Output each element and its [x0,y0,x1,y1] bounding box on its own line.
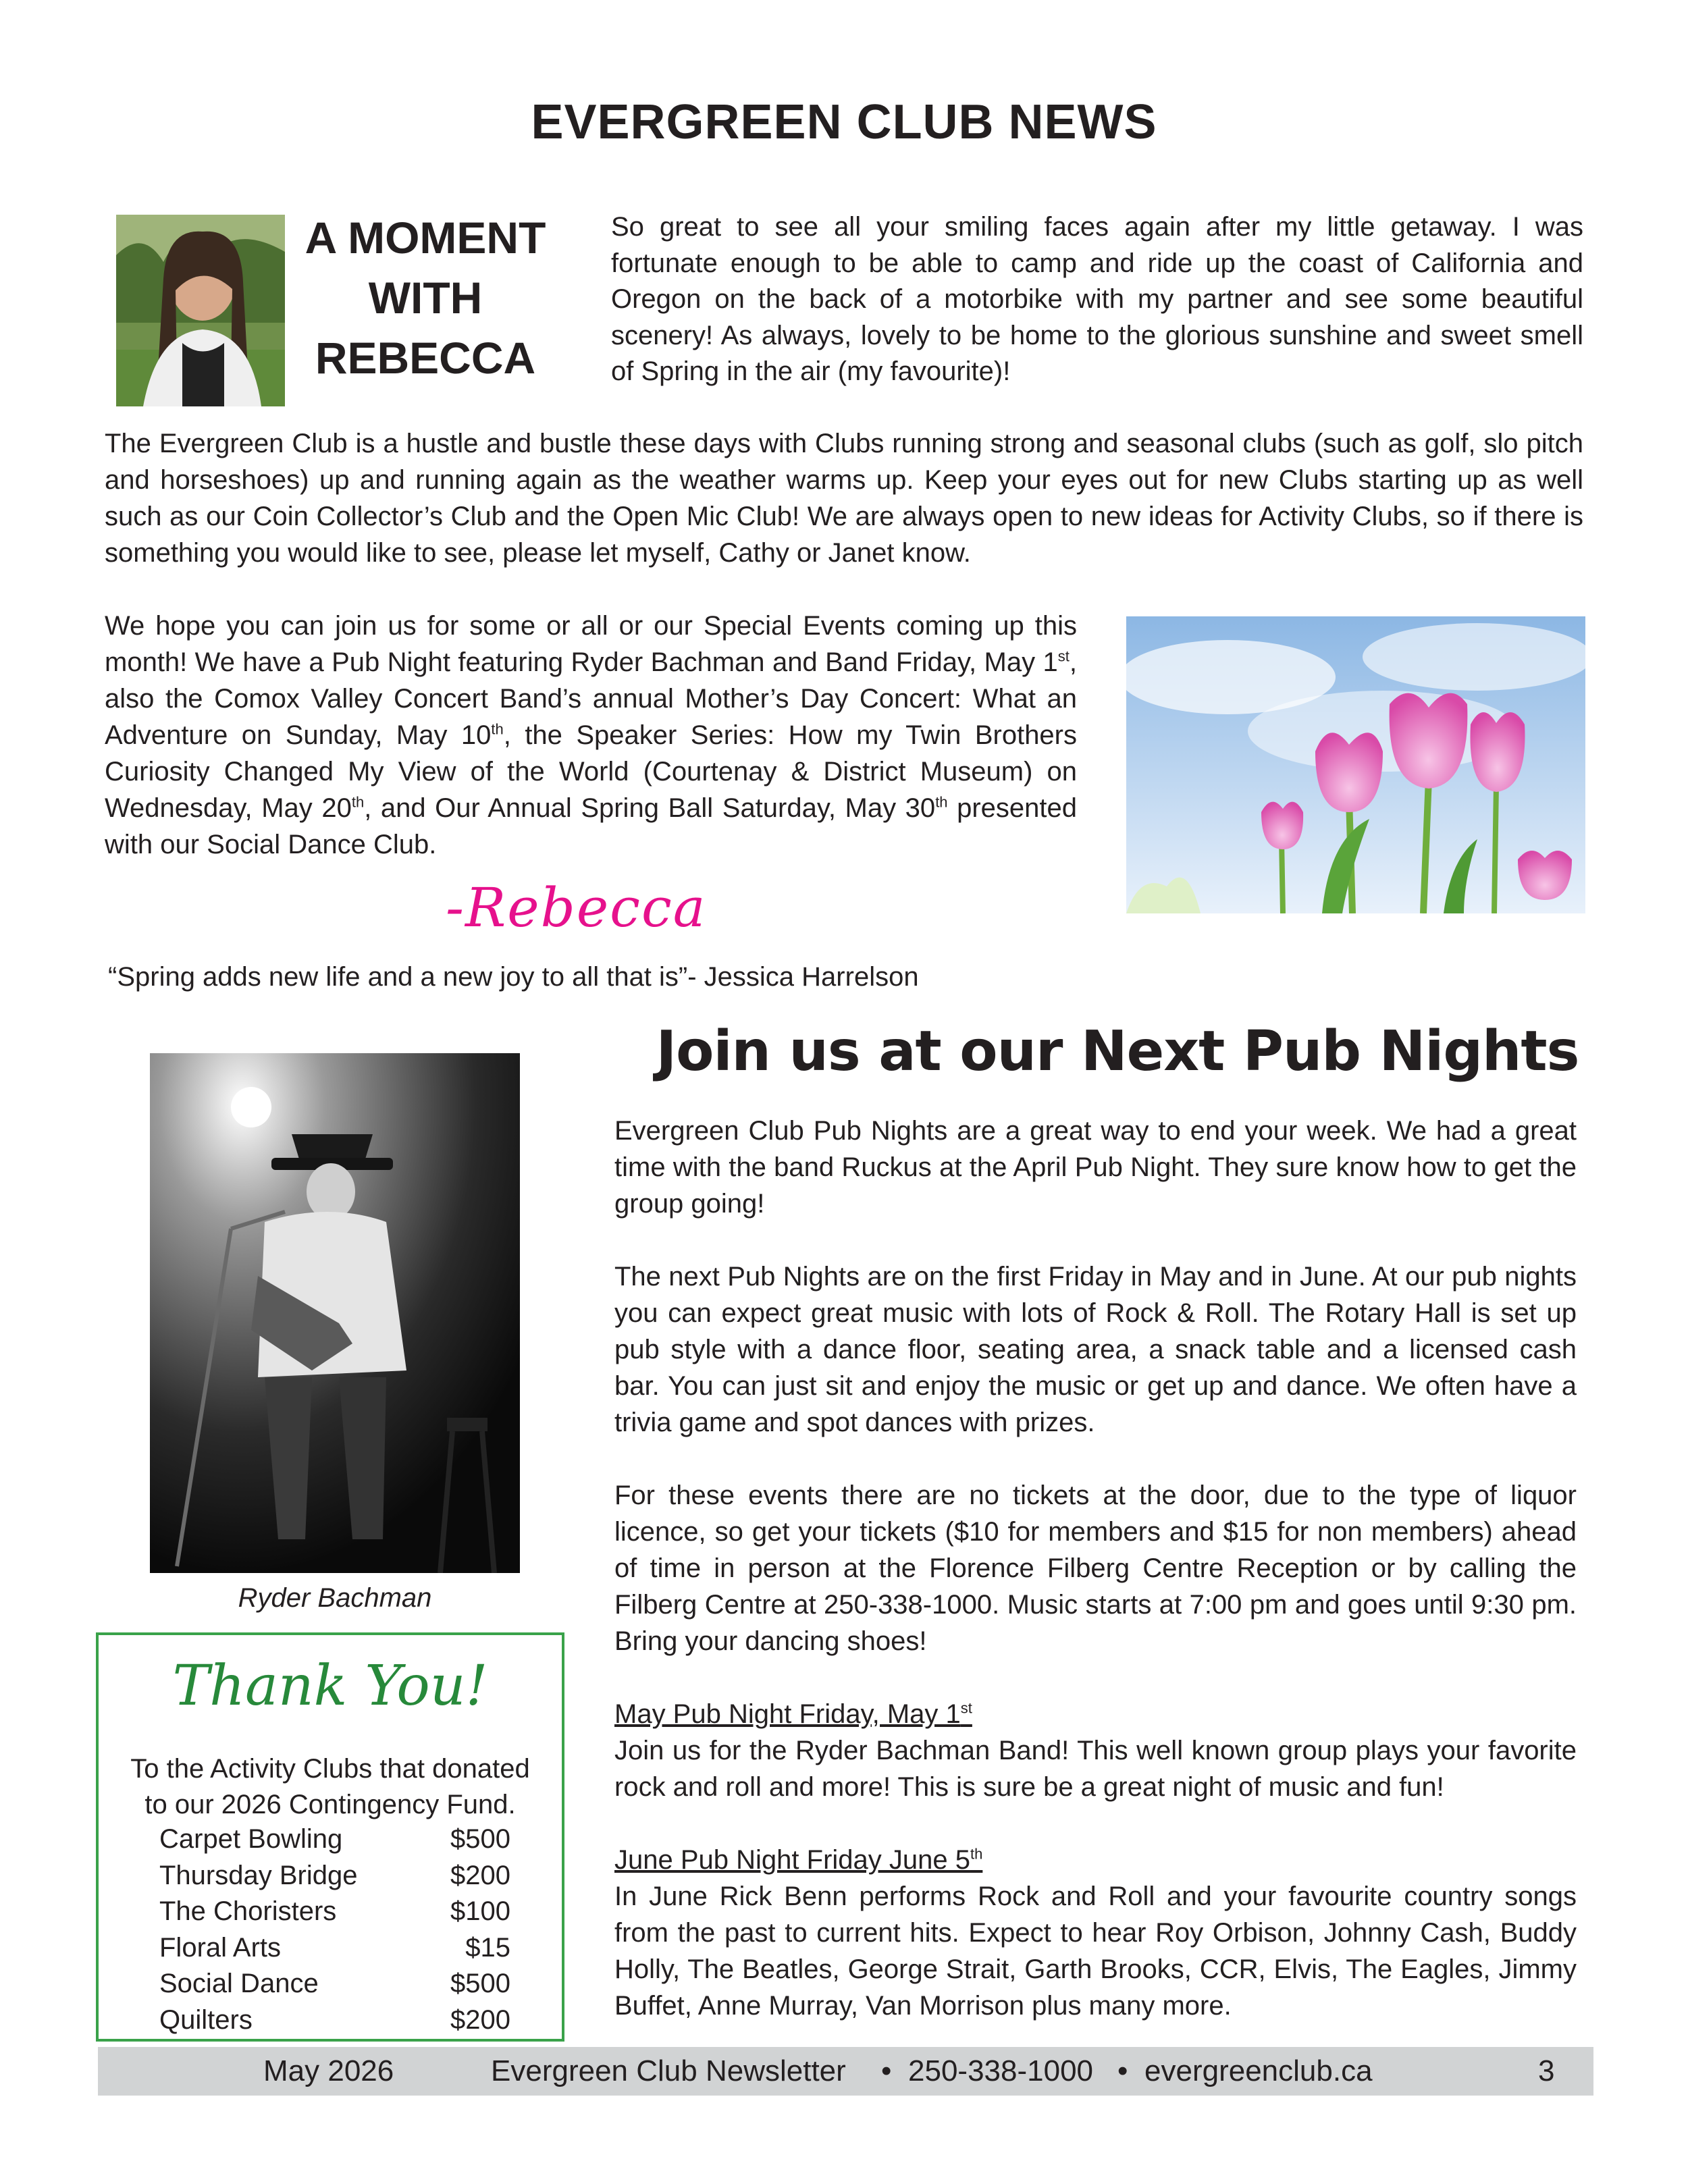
donor-row [159,1821,510,1858]
donor-amount: $100 [450,1896,510,1926]
moment-title [297,208,554,388]
footer-website-link[interactable]: evergreenclub.ca [1144,2054,1373,2087]
donor-row [159,2002,510,2039]
pub-nights-article [614,1113,1577,2060]
donor-name: Carpet Bowling [159,1824,343,1854]
footer-date: May 2026 [263,2054,394,2087]
may-pub-night [614,1696,1577,1805]
donor-row [159,1858,510,1894]
donor-amount: $500 [450,1969,510,1998]
thank-you-line1: To the Activity Clubs that donated [130,1754,530,1784]
events-text-d: , and Our Annual Spring Ball Saturday, May 30 [364,793,936,823]
june-heading-text: June Pub Night Friday June 5 [614,1845,970,1875]
donor-name: Floral Arts [159,1932,282,1963]
june-pub-night-heading [614,1845,982,1875]
may-heading-text: May Pub Night Friday, May 1 [614,1699,961,1729]
page-title: EVERGREEN CLUB NEWS [531,95,1157,149]
portrait-image [116,215,285,406]
may-pub-night-heading [614,1699,972,1729]
moment-title-line1: A MOMENT [305,213,546,263]
pub-nights-heading: Join us at our Next Pub Nights [656,1019,1579,1084]
page-number: 3 [1538,2054,1555,2087]
footer-newsletter-name: Evergreen Club Newsletter [491,2054,846,2087]
footer-bar [98,2047,1593,2096]
thank-you-title: Thank You! [172,1654,488,1718]
june-pub-night [614,1842,1577,2024]
donor-list [159,1821,510,2038]
thank-you-intro [99,1751,562,1823]
footer-phone: 250-338-1000 [908,2054,1094,2087]
intro-paragraph: So great to see all your smiling faces again after my little getaway. I was fortunate enough to be able to camp and ride up the coast of California and Oregon on the back of a motorbike with my partner and see some beautiful scenery! As always, lovely to be home to the glorious sunshine and sweet smell of Spring in the air (my favourite)! [611,212,1583,386]
pub-paragraph-1: Evergreen Club Pub Nights are a great way to end your week. We had a great time with the band Ruckus at the April Pub Night. They sure know how to get the group going! [614,1116,1577,1219]
events-sup-th2: th [351,793,365,811]
events-text-b: , also the Comox Valley Concert Band’s annual Mother’s Day Concert: What an Adventure on Sunday, May 10 [105,647,1077,750]
moment-title-line2: WITH [368,273,483,323]
may-pub-night-text: Join us for the Ryder Bachman Band! This well known group plays your favorite rock and roll and more! This is sure be a great night of music and fun! [614,1736,1577,1802]
spring-quote: “Spring adds new life and a new joy to all that is”- Jessica Harrelson [108,962,919,992]
donor-row [159,1930,510,1967]
pub-paragraph-2: The next Pub Nights are on the first Friday in May and in June. At our pub nights you can expect great music with lots of Rock & Roll. The Rotary Hall is set up pub style with a dance floor, seating area, a snack table and a licensed cash bar. You can just sit and enjoy the music or get up and dance. We often have a trivia game and spot dances with prizes. [614,1262,1577,1437]
donor-name: The Choristers [159,1896,337,1926]
donor-amount: $200 [450,1860,510,1890]
donor-amount: $200 [450,2004,510,2035]
events-text-c: , the Speaker Series: How my Twin Brothers Curiosity Changed My View of the World (Courtenay & District Museum) on Wednesday, May 20 [105,720,1078,823]
donor-name: Quilters [159,2004,253,2035]
donor-row [159,1966,510,2002]
signature: -Rebecca [446,876,707,939]
moment-title-line3: REBECCA [315,333,536,383]
events-paragraph [105,608,1077,863]
tulips-illustration [1126,616,1585,913]
performer-image [150,1053,520,1573]
events-sup-st: st [1057,647,1070,665]
footer-bullet: • [1117,2054,1128,2087]
donor-amount: $15 [465,1932,510,1963]
june-heading-sup: th [970,1845,983,1863]
thank-you-box [96,1632,564,2042]
ryder-bachman-photo [150,1053,520,1573]
pub-paragraph-3: For these events there are no tickets at the door, due to the type of liquor licence, so get your tickets ($10 for members and $15 for non members) ahead of time in person at the Florence Filberg Centre Reception or by calling the Filberg Centre at 250-338-1000. Music starts at 7:00 pm and goes until 9:30 pm. Bring your dancing shoes! [614,1481,1577,1656]
june-pub-night-text: In June Rick Benn performs Rock and Roll and your favourite country songs from the past to current hits. Expect to hear Roy Orbison, Johnny Cash, Buddy Holly, The Beatles, George Strait, Garth Brooks, CCR, Elvis, The Eagles, Jimmy Buffet, Anne Murray, Van Morrison plus many more. [614,1882,1577,2021]
footer-bullet: • [881,2054,892,2087]
donor-name: Thursday Bridge [159,1860,358,1890]
donor-amount: $500 [450,1824,510,1854]
events-text-a: We hope you can join us for some or all or our Special Events coming up this month! We have a Pub Night featuring Ryder Bachman and Band Friday, May 1 [105,611,1077,677]
donor-name: Social Dance [159,1969,319,1998]
events-sup-th1: th [491,720,504,738]
tulip-image [1126,616,1585,913]
events-text-e: presented with our Social Dance Club. [105,793,1078,859]
donor-row [159,1894,510,1930]
thank-you-line2: to our 2026 Contingency Fund. [144,1790,516,1819]
rebecca-photo [116,215,285,406]
photo-caption: Ryder Bachman [238,1583,432,1613]
events-sup-th3: th [935,793,948,811]
may-heading-sup: st [960,1699,972,1717]
clubs-paragraph: The Evergreen Club is a hustle and bustle these days with Clubs running strong and seasonal clubs (such as golf, slo pitch and horseshoes) up and running again as the weather warms up. Keep your eyes out for new Clubs starting up as well such as our Coin Collector’s Club and the Open Mic Club! We are always open to new ideas for Activity Clubs, so if there is something you would like to see, please let myself, Cathy or Janet know. [105,429,1583,568]
